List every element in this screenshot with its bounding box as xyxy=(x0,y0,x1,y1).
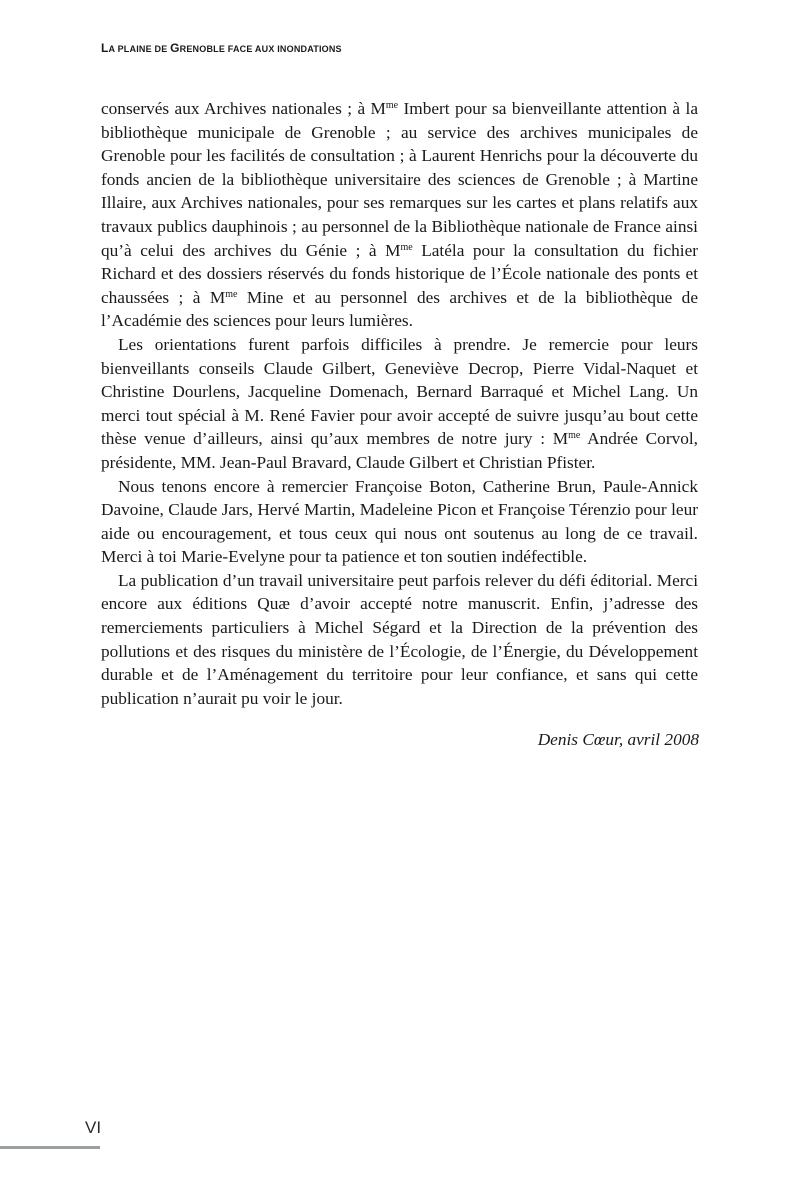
paragraph-4: La publication d’un travail universitaire peut parfois relever du défi éditorial. Merci encore aux éditions Quæ d’avoir accepté notre manuscrit. Enfin, j’adresse des remerciements particuliers à Michel Ségard et la Direction de la prévention des pollutions et des risques du ministère de l’Écologie, de l’Énergie, du Développement durable et de l’Aménagement du territoire pour leur confiance, et sans qui cette publication n’aurait pu voir le jour. xyxy=(101,570,698,708)
paragraph-3: Nous tenons encore à remercier Françoise Boton, Catherine Brun, Paule-Annick Davoine, Claude Jars, Hervé Martin, Madeleine Picon et Françoise Térenzio pour leur aide ou encouragement, et tous ceux qui nous ont soutenus au long de ce travail. Merci à toi Marie-Evelyne pour ta patience et ton soutien indéfectible. xyxy=(101,476,698,567)
paragraph-1: conservés aux Archives nationales ; à $M^{me}$ Imbert pour sa bienveillante attention à la bibliothèque municipale de Grenoble ; au service des archives municipales de Grenoble pour les facilités de consultation ; à Laurent Henrichs pour la découverte du fonds ancien de la bibliothèque universitaire des sciences de Grenoble ; à Martine Illaire, aux Archives nationales, pour ses remarques sur les cartes et plans relatifs aux travaux publics dauphinois ; au personnel de la Bibliothèque nationale de France ainsi qu’à celui des archives du Génie ; à $M^{me}$ Latéla pour la consultation du fichier Richard et des dossiers réservés du fonds historique de l’École nationale des ponts et chaussées ; à $M^{me}$ Mine et au personnel des archives et de la bibliothèque de l’Académie des sciences pour leurs lumières. xyxy=(101,99,698,331)
running-header-text: A PLAINE DE xyxy=(108,44,171,54)
running-header xyxy=(101,41,342,55)
superscript: me xyxy=(568,430,581,442)
running-header-initial: G xyxy=(170,41,180,55)
page-number: VI xyxy=(85,1118,102,1137)
superscript: me xyxy=(385,100,399,111)
author-signature: Denis Cœur, avril 2008 xyxy=(537,730,699,749)
superscript: me xyxy=(400,241,413,253)
acknowledgements-text xyxy=(101,97,698,710)
page-number-rule xyxy=(0,1146,100,1149)
running-header-initial: L xyxy=(101,41,109,55)
paragraph-2: Les orientations furent parfois difficiles à prendre. Je remercie pour leurs bienveillants conseils Claude Gilbert, Geneviève Decrop, Pierre Vidal-Naquet et Christine Dourlens, Jacqueline Domenach, Bernard Barraqué et Michel Lang. Un merci tout spécial à M. René Favier pour avoir accepté de suivre jusqu’au bout cette thèse venue d’ailleurs, ainsi qu’aux membres de notre jury : $M^{me}$ Andrée Corvol, présidente, MM. Jean-Paul Bravard, Claude Gilbert et Christian Pfister. xyxy=(101,334,698,472)
superscript: me xyxy=(225,288,238,300)
running-header-text: RENOBLE FACE AUX INONDATIONS xyxy=(179,44,342,54)
